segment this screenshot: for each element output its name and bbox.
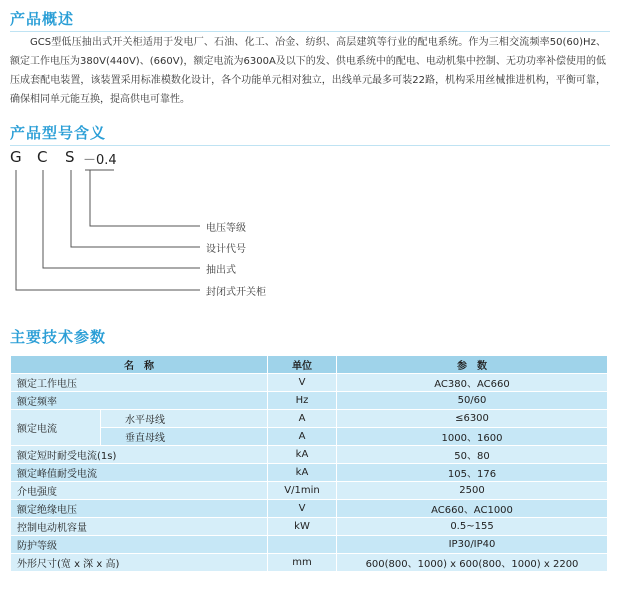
overview-divider — [10, 31, 610, 32]
row-value: 50/60 — [337, 392, 608, 410]
row-value: 105、176 — [337, 464, 608, 482]
row-value: 2500 — [337, 482, 608, 500]
row-name: 外形尺寸(宽 x 深 x 高) — [11, 554, 268, 572]
row-name: 控制电动机容量 — [11, 518, 268, 536]
overview-heading — [10, 8, 74, 29]
specs-heading — [10, 326, 106, 347]
specs-title: 主要技术参数 — [10, 328, 107, 346]
row-value: 0.5~155 — [337, 518, 608, 536]
table-row — [11, 518, 608, 536]
row-value: AC660、AC1000 — [337, 500, 608, 518]
table-row — [11, 374, 608, 392]
header-value: 参 数 — [337, 356, 608, 374]
row-value: 50、80 — [337, 446, 608, 464]
model-code-s: S — [65, 148, 75, 166]
table-header-row — [11, 356, 608, 374]
overview-paragraph: GCS型低压抽出式开关柜适用于发电厂、石油、化工、冶金、纺织、高层建筑等行业的配电系统。作为三相交流频率50(60)Hz、额定工作电压为380V(440V)、(660V)，额定电流为6300A及以下的发、供电系统中的配电、电动机集中控制、无功功率补偿使用的低压成套配电装置，该装置采用标准模数化设计，各个功能单元相对独立，出线单元最多可装22路，机构采用丝械推进机构，平衡可靠，确保相同单元能互换，提高供电可靠性。 — [10, 37, 606, 105]
header-unit: 单位 — [268, 356, 337, 374]
row-unit: mm — [268, 554, 337, 572]
row-subname: 水平母线 — [101, 410, 268, 428]
table-row — [11, 446, 608, 464]
row-unit: kA — [268, 446, 337, 464]
table-row — [11, 536, 608, 554]
table-row — [11, 500, 608, 518]
model-code-voltage: －0.4 — [83, 153, 117, 168]
row-value: IP30/IP40 — [337, 536, 608, 554]
row-value: AC380、AC660 — [337, 374, 608, 392]
row-name: 额定峰值耐受电流 — [11, 464, 268, 482]
row-name: 额定频率 — [11, 392, 268, 410]
row-name: 额定短时耐受电流(1s) — [11, 446, 268, 464]
model-leader-lines — [10, 148, 340, 308]
row-unit: V — [268, 500, 337, 518]
model-heading — [10, 122, 106, 143]
row-value: 600(800、1000) x 600(800、1000) x 2200 — [337, 554, 608, 572]
model-label-enclosed: 封闭式开关柜 — [206, 287, 266, 298]
model-label-voltage-level: 电压等级 — [206, 223, 246, 234]
row-unit: kA — [268, 464, 337, 482]
model-title: 产品型号含义 — [10, 124, 107, 142]
row-unit — [268, 536, 337, 554]
row-unit: V — [268, 374, 337, 392]
model-label-withdrawable: 抽出式 — [206, 265, 236, 276]
header-name: 名 称 — [11, 356, 268, 374]
row-unit: V/1min — [268, 482, 337, 500]
row-value: 1000、1600 — [337, 428, 608, 446]
model-divider — [10, 145, 610, 146]
specs-table — [10, 355, 608, 572]
row-unit: A — [268, 410, 337, 428]
table-row — [11, 464, 608, 482]
overview-title: 产品概述 — [10, 10, 75, 28]
row-value: ≤6300 — [337, 410, 608, 428]
model-code-c: C — [37, 148, 48, 166]
table-row — [11, 428, 608, 446]
row-name: 额定电流 — [11, 410, 101, 446]
model-label-design-code: 设计代号 — [206, 244, 246, 255]
row-name: 介电强度 — [11, 482, 268, 500]
model-code-g: G — [10, 148, 22, 166]
row-unit: Hz — [268, 392, 337, 410]
row-name: 防护等级 — [11, 536, 268, 554]
table-row — [11, 554, 608, 572]
table-row — [11, 482, 608, 500]
row-unit: A — [268, 428, 337, 446]
model-code-diagram — [10, 148, 340, 308]
table-row — [11, 410, 608, 428]
row-name: 额定工作电压 — [11, 374, 268, 392]
table-row — [11, 392, 608, 410]
row-name: 额定绝缘电压 — [11, 500, 268, 518]
row-unit: kW — [268, 518, 337, 536]
row-subname: 垂直母线 — [101, 428, 268, 446]
